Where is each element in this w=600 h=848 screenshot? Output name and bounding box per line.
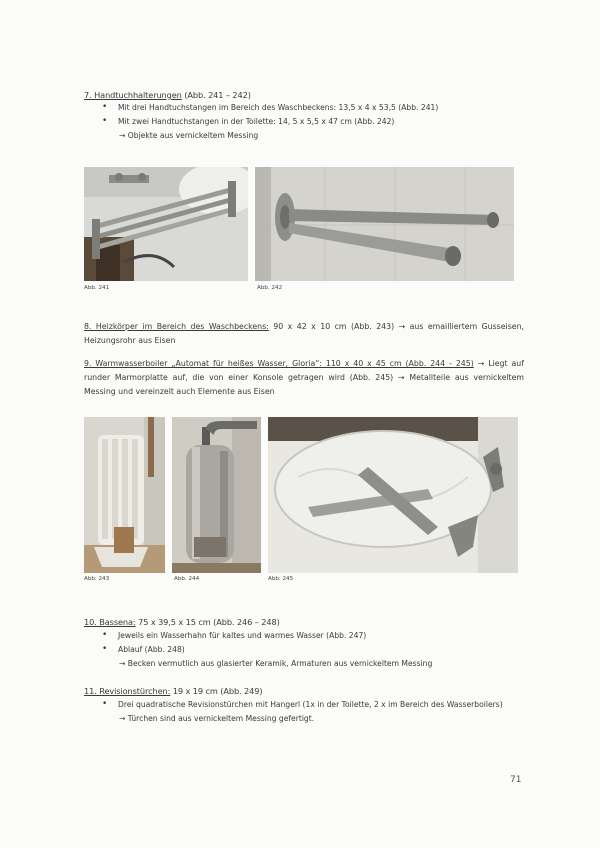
caption-abb-242: Abb. 242	[257, 285, 283, 291]
section-11-bullet-1: • Drei quadratische Revisionstürchen mit Hangerl (1x in der Toilette, 2 x im Bereich des Wasserboilers)	[118, 700, 503, 709]
photo-abb-242	[255, 167, 514, 281]
section-7-ref: (Abb. 241 – 242)	[181, 90, 251, 100]
section-11-heading	[84, 686, 262, 696]
section-9-paragraph	[84, 357, 524, 399]
caption-abb-245: Abb. 245	[268, 576, 294, 582]
section-9-title: 9. Warmwasserboiler „Automat für heißes Wasser, Gloria“: 110 x 40 x 45 cm (Abb. 244 - 245)	[84, 359, 474, 368]
photo-abb-241	[84, 167, 248, 281]
section-10-title: 10. Bassena:	[84, 617, 136, 627]
section-7-heading	[84, 90, 251, 100]
section-7-note: → Objekte aus vernickeltem Messing	[119, 131, 259, 140]
photo-abb-245	[268, 417, 518, 573]
section-10-bullet-1: • Jeweils ein Wasserhahn für kaltes und warmes Wasser (Abb. 247)	[118, 631, 366, 640]
photo-abb-244	[172, 417, 261, 573]
section-10-note: → Becken vermutlich aus glasierter Keramik, Armaturen aus vernickeltem Messing	[119, 659, 433, 668]
section-8-text: 90 x 42 x 10 cm (Abb. 243) → aus emailliertem Gusseisen, Heizungsrohr aus Eisen	[84, 322, 524, 345]
section-11-note: → Türchen sind aus vernickeltem Messing gefertigt.	[119, 714, 315, 723]
caption-abb-243: Abb. 243	[84, 576, 110, 582]
section-10-ref: 75 x 39,5 x 15 cm (Abb. 246 – 248)	[135, 617, 280, 627]
page-number: 71	[510, 775, 522, 785]
section-9-text: → Liegt auf runder Marmorplatte auf, die von einer Konsole getragen wird (Abb. 245) → Metallteile aus vernickeltem Messing und vereinzelt auch Elemente aus Eisen	[84, 359, 524, 396]
section-8-paragraph	[84, 320, 524, 348]
section-7-title: 7. Handtuchhalterungen	[84, 90, 182, 100]
photo-abb-243	[84, 417, 165, 573]
section-8-title: 8. Heizkörper im Bereich des Waschbeckens:	[84, 322, 269, 331]
section-11-title: 11. Revisionstürchen:	[84, 686, 171, 696]
section-10-heading	[84, 617, 280, 627]
caption-abb-241: Abb. 241	[84, 285, 110, 291]
caption-abb-244: Abb. 244	[174, 576, 200, 582]
section-10-bullet-2: • Ablauf (Abb. 248)	[118, 645, 185, 654]
section-11-ref: 19 x 19 cm (Abb. 249)	[170, 686, 263, 696]
section-7-bullet-2: • Mit zwei Handtuchstangen in der Toilette: 14, 5 x 5,5 x 47 cm (Abb. 242)	[118, 117, 394, 126]
section-7-bullet-1: • Mit drei Handtuchstangen im Bereich des Waschbeckens: 13,5 x 4 x 53,5 (Abb. 241)	[118, 103, 438, 112]
